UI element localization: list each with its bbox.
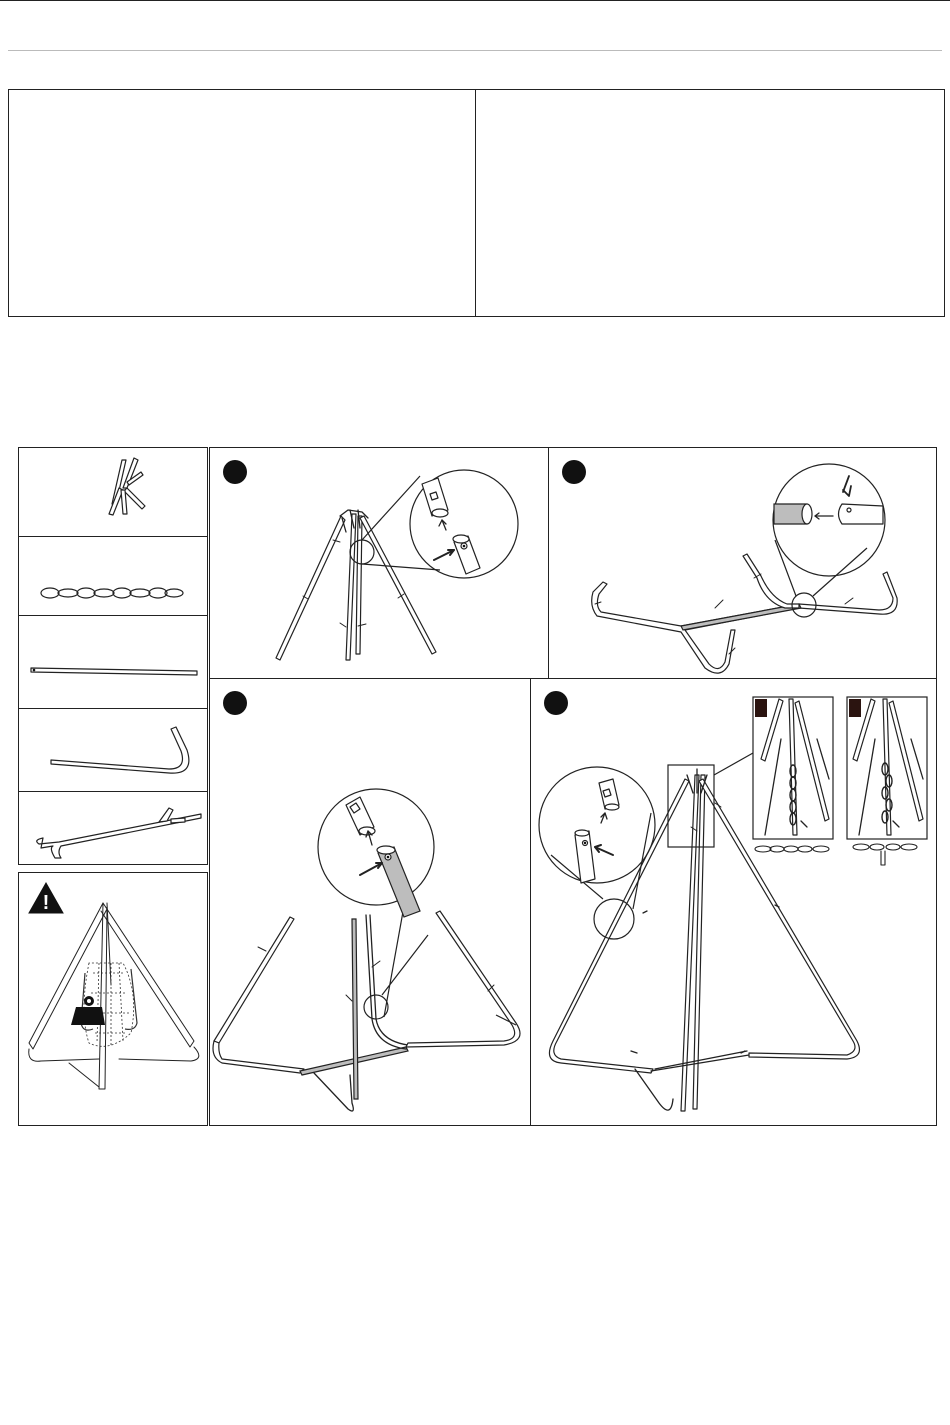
step-4-panel — [530, 678, 937, 1126]
top-connector-illustration — [19, 448, 209, 538]
parts-panel-base-tube — [18, 791, 208, 865]
step-4-inset-a — [753, 697, 833, 852]
warning-icon: ! — [42, 892, 50, 914]
step-3-panel — [209, 678, 531, 1126]
step-4-inset-b — [847, 697, 927, 865]
step-1-panel — [209, 447, 549, 679]
weight-warning-illustration — [19, 873, 209, 1127]
step-3-magnifier — [318, 789, 434, 905]
straight-tube-illustration — [19, 616, 209, 710]
info-table — [8, 89, 945, 317]
info-table-right-cell — [477, 90, 944, 316]
info-table-left-cell — [9, 90, 476, 316]
step-3-badge — [223, 691, 247, 715]
curved-tube-illustration — [19, 709, 209, 793]
parts-panel-straight-tube — [18, 615, 208, 709]
parts-panel-chain — [18, 536, 208, 616]
step-3-illustration — [210, 679, 532, 1127]
header-divider — [8, 50, 942, 51]
step-4-illustration — [531, 679, 938, 1127]
step-4-magnifier — [539, 767, 655, 883]
header-top-rule — [0, 0, 950, 1]
parts-panel-connector — [18, 447, 208, 537]
step-2-illustration — [549, 448, 938, 680]
step-2-badge — [562, 460, 586, 484]
step-4-badge — [544, 691, 568, 715]
chain-illustration — [19, 537, 209, 617]
step-2-panel — [548, 447, 937, 679]
parts-panel-curved-tube — [18, 708, 208, 792]
base-tube-illustration — [19, 792, 209, 866]
step-1-badge — [223, 460, 247, 484]
warning-panel — [18, 872, 208, 1126]
step-1-illustration — [210, 448, 550, 680]
